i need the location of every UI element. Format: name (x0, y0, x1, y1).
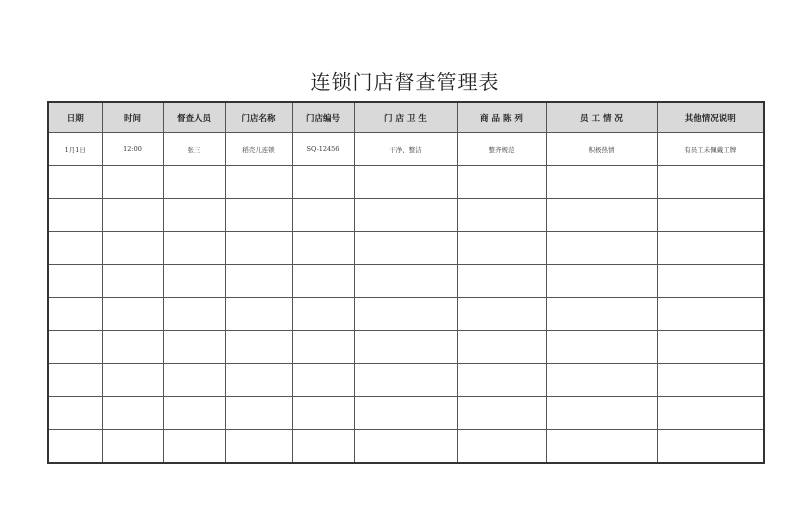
table-cell[interactable]: 有员工未佩戴工牌 (657, 133, 764, 166)
table-cell[interactable] (354, 364, 457, 397)
table-cell[interactable] (546, 331, 657, 364)
table-cell[interactable] (102, 430, 163, 464)
table-cell[interactable] (657, 166, 764, 199)
table-cell[interactable] (102, 199, 163, 232)
table-cell[interactable]: 干净、整洁 (354, 133, 457, 166)
table-cell[interactable] (102, 331, 163, 364)
table-cell[interactable] (354, 265, 457, 298)
table-cell[interactable] (163, 199, 225, 232)
table-cell[interactable] (48, 232, 102, 265)
table-cell[interactable] (457, 364, 546, 397)
table-row (48, 265, 764, 298)
table-cell[interactable] (48, 166, 102, 199)
table-cell[interactable] (657, 397, 764, 430)
table-cell[interactable] (163, 166, 225, 199)
table-cell[interactable] (102, 166, 163, 199)
column-header: 日期 (48, 102, 102, 133)
table-cell[interactable]: SQ-12456 (292, 133, 354, 166)
table-row (48, 298, 764, 331)
table-cell[interactable] (163, 298, 225, 331)
table-cell[interactable] (657, 298, 764, 331)
table-cell[interactable] (546, 430, 657, 464)
table-cell[interactable] (102, 298, 163, 331)
table-cell[interactable] (657, 232, 764, 265)
table-cell[interactable] (546, 397, 657, 430)
column-header: 门 店 卫 生 (354, 102, 457, 133)
table-cell[interactable] (48, 331, 102, 364)
table-cell[interactable] (163, 364, 225, 397)
table-cell[interactable] (225, 430, 292, 464)
table-cell[interactable] (225, 232, 292, 265)
table-cell[interactable] (225, 166, 292, 199)
table-cell[interactable] (457, 331, 546, 364)
table-cell[interactable] (354, 397, 457, 430)
table-cell[interactable] (292, 298, 354, 331)
table-row (48, 430, 764, 464)
inspection-table (47, 101, 765, 464)
table-cell[interactable] (354, 166, 457, 199)
table-cell[interactable]: 积极热情 (546, 133, 657, 166)
table-cell[interactable] (354, 298, 457, 331)
column-header: 其他情况说明 (657, 102, 764, 133)
page-title: 连锁门店督查管理表 (310, 70, 500, 94)
table-cell[interactable] (546, 199, 657, 232)
column-header: 门店编号 (292, 102, 354, 133)
table-cell[interactable] (457, 166, 546, 199)
table-cell[interactable] (225, 298, 292, 331)
table-cell[interactable] (457, 232, 546, 265)
column-header: 时间 (102, 102, 163, 133)
table-cell[interactable]: 整齐规范 (457, 133, 546, 166)
table-cell[interactable] (225, 397, 292, 430)
table-cell[interactable] (48, 199, 102, 232)
table-cell[interactable] (354, 331, 457, 364)
table-cell[interactable] (354, 232, 457, 265)
table-cell[interactable] (292, 265, 354, 298)
table-cell[interactable] (657, 199, 764, 232)
table-row (48, 331, 764, 364)
table-cell[interactable] (354, 430, 457, 464)
table-row (48, 364, 764, 397)
table-cell[interactable] (102, 265, 163, 298)
table-cell[interactable] (546, 166, 657, 199)
table-cell[interactable] (163, 331, 225, 364)
table-cell[interactable] (225, 331, 292, 364)
table-cell[interactable] (163, 397, 225, 430)
table-cell[interactable] (163, 265, 225, 298)
table-cell[interactable]: 稻壳儿连锁 (225, 133, 292, 166)
table-cell[interactable] (48, 265, 102, 298)
table-cell[interactable] (354, 199, 457, 232)
table-cell[interactable] (48, 397, 102, 430)
table-cell[interactable] (48, 364, 102, 397)
table-cell[interactable] (546, 265, 657, 298)
table-cell[interactable] (292, 331, 354, 364)
column-header: 门店名称 (225, 102, 292, 133)
table-cell[interactable] (546, 298, 657, 331)
column-header: 商 品 陈 列 (457, 102, 546, 133)
table-row (48, 199, 764, 232)
table-cell[interactable] (657, 265, 764, 298)
table-cell[interactable] (48, 298, 102, 331)
table-cell[interactable] (657, 364, 764, 397)
column-header: 员 工 情 况 (546, 102, 657, 133)
table-cell[interactable] (163, 232, 225, 265)
table-row (48, 232, 764, 265)
table-cell[interactable]: 12:00 (102, 133, 163, 166)
table-cell[interactable] (457, 265, 546, 298)
table-cell[interactable] (225, 265, 292, 298)
table-cell[interactable] (657, 331, 764, 364)
table-row (48, 133, 764, 166)
table-cell[interactable] (657, 430, 764, 464)
table-cell[interactable] (292, 397, 354, 430)
header-row (48, 102, 764, 133)
table-cell[interactable] (102, 232, 163, 265)
table-cell[interactable] (102, 364, 163, 397)
table-cell[interactable] (225, 199, 292, 232)
table-cell[interactable] (292, 430, 354, 464)
table-cell[interactable] (457, 397, 546, 430)
table-cell[interactable] (292, 232, 354, 265)
table-cell[interactable] (457, 298, 546, 331)
table-row (48, 166, 764, 199)
table-cell[interactable] (292, 364, 354, 397)
table-cell[interactable] (546, 232, 657, 265)
table-cell[interactable] (225, 364, 292, 397)
table-cell[interactable] (102, 397, 163, 430)
table-cell[interactable] (457, 430, 546, 464)
table-cell[interactable] (546, 364, 657, 397)
table-cell[interactable] (163, 430, 225, 464)
table-cell[interactable] (457, 199, 546, 232)
table-cell[interactable] (292, 166, 354, 199)
table-row (48, 397, 764, 430)
table-cell[interactable]: 1月1日 (48, 133, 102, 166)
table-cell[interactable] (292, 199, 354, 232)
table-cell[interactable]: 张三 (163, 133, 225, 166)
column-header: 督查人员 (163, 102, 225, 133)
table-cell[interactable] (48, 430, 102, 464)
